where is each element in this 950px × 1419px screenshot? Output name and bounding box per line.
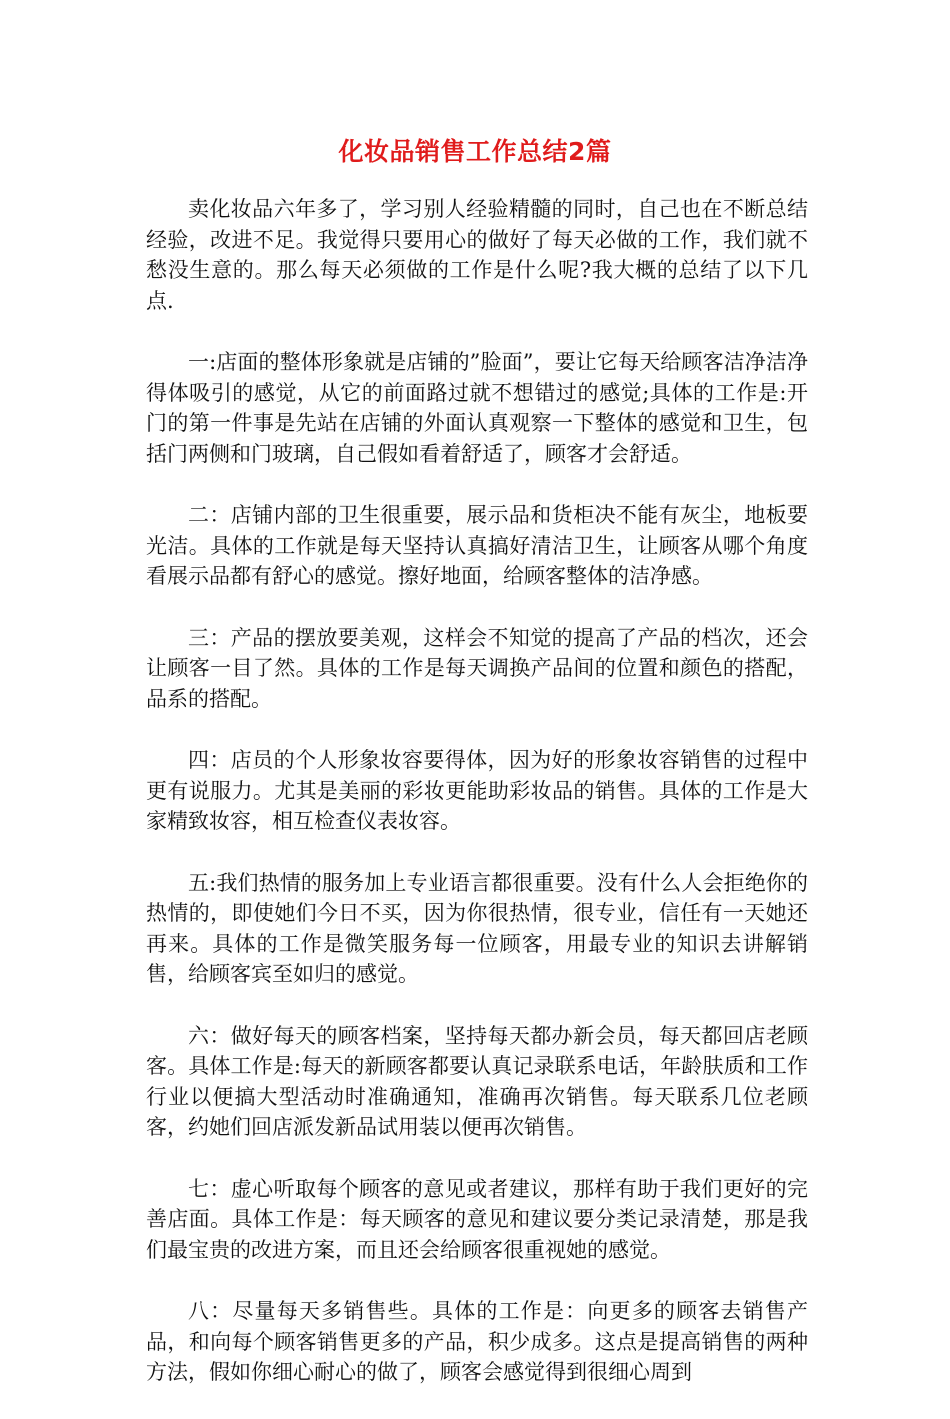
paragraph-intro: 卖化妆品六年多了，学习别人经验精髓的同时，自己也在不断总结经验，改进不足。我觉得只要用心的做好了每天必做的工作，我们就不愁没生意的。那么每天必须做的工作是什么呢?我大概的总结了以下几点. bbox=[146, 197, 808, 313]
document-title: 化妆品销售工作总结2篇 bbox=[338, 137, 612, 166]
paragraph-point-8: 八：尽量每天多销售些。具体的工作是：向更多的顾客去销售产品，和向每个顾客销售更多的产品，积少成多。这点是提高销售的两种方法，假如你细心耐心的做了，顾客会感觉得到很细心周到 bbox=[146, 1299, 808, 1384]
paragraph-point-4: 四：店员的个人形象妆容要得体，因为好的形象妆容销售的过程中更有说服力。尤其是美丽的彩妆更能助彩妆品的销售。具体的工作是大家精致妆容，相互检查仪表妆容。 bbox=[146, 748, 808, 833]
paragraph-point-6: 六：做好每天的顾客档案，坚持每天都办新会员，每天都回店老顾客。具体工作是:每天的新顾客都要认真记录联系电话，年龄肤质和工作行业以便搞大型活动时准确通知，准确再次销售。每天联系几位老顾客，约她们回店派发新品试用装以便再次销售。 bbox=[146, 1023, 808, 1139]
paragraph-point-2: 二：店铺内部的卫生很重要，展示品和货柜决不能有灰尘，地板要光洁。具体的工作就是每天坚持认真搞好清洁卫生，让顾客从哪个角度看展示品都有舒心的感觉。擦好地面，给顾客整体的洁净感。 bbox=[146, 503, 808, 588]
paragraph-point-3: 三：产品的摆放要美观，这样会不知觉的提高了产品的档次，还会让顾客一目了然。具体的工作是每天调换产品间的位置和颜色的搭配，品系的搭配。 bbox=[146, 625, 808, 711]
document-body bbox=[146, 194, 808, 1419]
paragraph-point-1: 一:店面的整体形象就是店铺的”脸面”，要让它每天给顾客洁净洁净得体吸引的感觉，从它的前面路过就不想错过的感觉;具体的工作是:开门的第一件事是先站在店铺的外面认真观察一下整体的感觉和卫生，包括门两侧和门玻璃，自己假如看着舒适了，顾客才会舒适。 bbox=[146, 350, 808, 466]
paragraph-point-5: 五:我们热情的服务加上专业语言都很重要。没有什么人会拒绝你的热情的，即使她们今日不买，因为你很热情，很专业，信任有一天她还再来。具体的工作是微笑服务每一位顾客，用最专业的知识去讲解销售，给顾客宾至如归的感觉。 bbox=[146, 870, 808, 986]
paragraph-point-7: 七：虚心听取每个顾客的意见或者建议，那样有助于我们更好的完善店面。具体工作是：每天顾客的意见和建议要分类记录清楚，那是我们最宝贵的改进方案，而且还会给顾客很重视她的感觉。 bbox=[146, 1176, 808, 1262]
